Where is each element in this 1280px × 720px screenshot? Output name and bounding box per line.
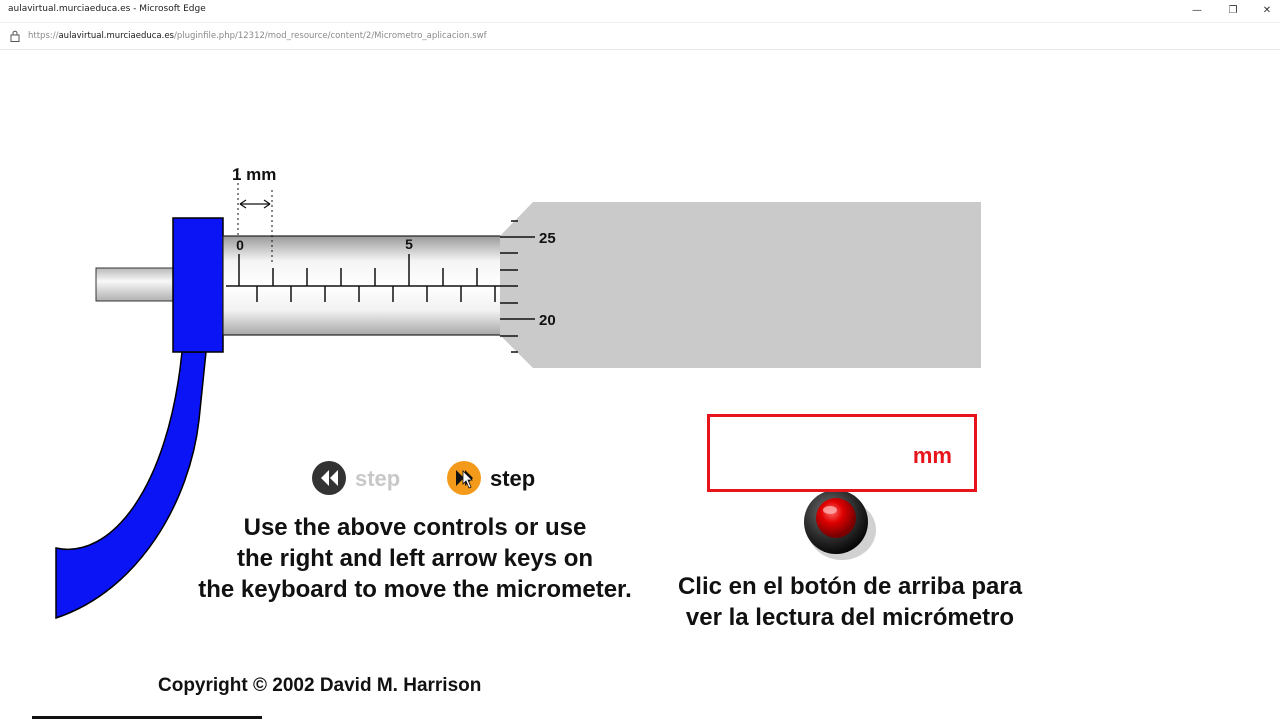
instructions-line-2: the right and left arrow keys on — [236, 545, 594, 572]
thimble-label-25: 25 — [539, 230, 556, 247]
step-back-label[interactable]: step — [355, 466, 401, 491]
url-scheme: https:// — [28, 31, 59, 41]
step-forward-label[interactable]: step — [490, 466, 536, 491]
window-title: aulavirtual.murciaeduca.es - Microsoft Edge — [8, 4, 206, 14]
division-label: 1 mm — [232, 165, 277, 184]
show-reading-line-2: ver la lectura del micrómetro — [685, 604, 1015, 631]
show-reading-hint — [640, 571, 1060, 633]
frame-head — [173, 218, 223, 352]
instructions-line-3: the keyboard to move the micrometer. — [198, 576, 632, 603]
url-path: /pluginfile.php/12312/mod_resource/content/2/Micrometro_aplicacion.swf — [174, 31, 487, 41]
minimize-button[interactable]: — — [1192, 5, 1202, 16]
bottom-divider — [32, 716, 262, 719]
sleeve-label-0: 0 — [236, 237, 244, 253]
reading-unit: mm — [912, 443, 952, 468]
copyright: Copyright © 2002 David M. Harrison — [158, 675, 482, 696]
step-back-button[interactable] — [312, 461, 346, 495]
reading-display — [707, 414, 977, 492]
restore-button[interactable]: ❐ — [1228, 5, 1238, 16]
step-forward-button[interactable] — [447, 461, 481, 495]
instructions — [160, 512, 670, 605]
sleeve-label-5: 5 — [405, 236, 413, 252]
close-button[interactable]: ✕ — [1262, 5, 1272, 16]
instructions-line-1: Use the above controls or use — [243, 514, 587, 541]
thimble-label-20: 20 — [539, 312, 556, 329]
anvil — [96, 268, 176, 301]
show-reading-button[interactable] — [804, 490, 876, 560]
url-host: aulavirtual.murciaeduca.es — [58, 31, 174, 41]
thimble — [500, 202, 981, 368]
show-reading-line-1: Clic en el botón de arriba para — [677, 573, 1023, 600]
